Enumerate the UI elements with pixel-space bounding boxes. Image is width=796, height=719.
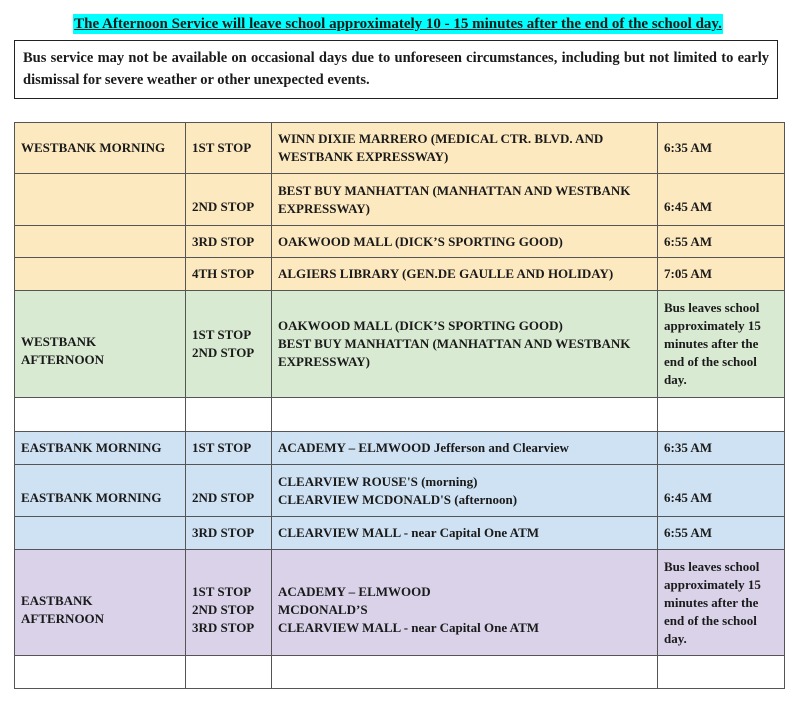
stop-cell: 3RD STOP bbox=[186, 517, 272, 550]
location-cell: ACADEMY – ELMWOOD Jefferson and Clearview bbox=[272, 432, 658, 465]
empty-cell bbox=[272, 656, 658, 689]
time-cell: 6:35 AM bbox=[658, 432, 785, 465]
time-cell: 6:55 AM bbox=[658, 517, 785, 550]
route-cell: EASTBANK MORNING bbox=[15, 432, 186, 465]
stop-cell: 4TH STOP bbox=[186, 258, 272, 291]
table-row bbox=[15, 465, 785, 517]
table-row bbox=[15, 432, 785, 465]
location-cell: OAKWOOD MALL (DICK’S SPORTING GOOD) BEST BUY MANHATTAN (MANHATTAN AND WESTBANK EXPRESSWAY) bbox=[272, 291, 658, 398]
stop-cell: 2ND STOP bbox=[186, 174, 272, 226]
route-cell bbox=[15, 226, 186, 258]
time-cell: Bus leaves school approximately 15 minutes after the end of the school day. bbox=[658, 291, 785, 398]
bus-schedule-table bbox=[14, 122, 785, 689]
stop-cell: 1ST STOP 2ND STOP 3RD STOP bbox=[186, 550, 272, 656]
table-row-empty bbox=[15, 656, 785, 689]
time-cell: 7:05 AM bbox=[658, 258, 785, 291]
stop-cell: 2ND STOP bbox=[186, 465, 272, 517]
empty-cell bbox=[186, 656, 272, 689]
afternoon-service-banner: The Afternoon Service will leave school approximately 10 - 15 minutes after the end of the school day. bbox=[74, 16, 722, 32]
empty-cell bbox=[15, 398, 186, 432]
service-notice: Bus service may not be available on occasional days due to unforeseen circumstances, including but not limited to early dismissal for severe weather or other unexpected events. bbox=[14, 40, 778, 99]
route-cell: WESTBANK AFTERNOON bbox=[15, 291, 186, 398]
table-row bbox=[15, 517, 785, 550]
route-cell: WESTBANK MORNING bbox=[15, 123, 186, 174]
route-cell bbox=[15, 258, 186, 291]
time-cell: Bus leaves school approximately 15 minutes after the end of the school day. bbox=[658, 550, 785, 656]
time-cell: 6:55 AM bbox=[658, 226, 785, 258]
location-cell: ACADEMY – ELMWOOD MCDONALD’S CLEARVIEW MALL - near Capital One ATM bbox=[272, 550, 658, 656]
stop-cell: 1ST STOP bbox=[186, 432, 272, 465]
table-row bbox=[15, 258, 785, 291]
table-row bbox=[15, 123, 785, 174]
route-cell: EASTBANK AFTERNOON bbox=[15, 550, 186, 656]
empty-cell bbox=[658, 398, 785, 432]
stop-cell: 1ST STOP bbox=[186, 123, 272, 174]
table-row bbox=[15, 291, 785, 398]
time-cell: 6:45 AM bbox=[658, 174, 785, 226]
table-row bbox=[15, 550, 785, 656]
time-cell: 6:45 AM bbox=[658, 465, 785, 517]
empty-cell bbox=[15, 656, 186, 689]
stop-cell: 3RD STOP bbox=[186, 226, 272, 258]
location-cell: ALGIERS LIBRARY (GEN.DE GAULLE AND HOLIDAY) bbox=[272, 258, 658, 291]
route-cell: EASTBANK MORNING bbox=[15, 465, 186, 517]
route-cell bbox=[15, 174, 186, 226]
location-cell: OAKWOOD MALL (DICK’S SPORTING GOOD) bbox=[272, 226, 658, 258]
route-cell bbox=[15, 517, 186, 550]
location-cell: CLEARVIEW MALL - near Capital One ATM bbox=[272, 517, 658, 550]
stop-cell: 1ST STOP 2ND STOP bbox=[186, 291, 272, 398]
table-row-empty bbox=[15, 398, 785, 432]
empty-cell bbox=[186, 398, 272, 432]
location-cell: BEST BUY MANHATTAN (MANHATTAN AND WESTBANK EXPRESSWAY) bbox=[272, 174, 658, 226]
table-row bbox=[15, 174, 785, 226]
location-cell: WINN DIXIE MARRERO (MEDICAL CTR. BLVD. AND WESTBANK EXPRESSWAY) bbox=[272, 123, 658, 174]
time-cell: 6:35 AM bbox=[658, 123, 785, 174]
location-cell: CLEARVIEW ROUSE'S (morning) CLEARVIEW MCDONALD'S (afternoon) bbox=[272, 465, 658, 517]
empty-cell bbox=[272, 398, 658, 432]
empty-cell bbox=[658, 656, 785, 689]
table-row bbox=[15, 226, 785, 258]
banner-wrap bbox=[0, 14, 796, 34]
